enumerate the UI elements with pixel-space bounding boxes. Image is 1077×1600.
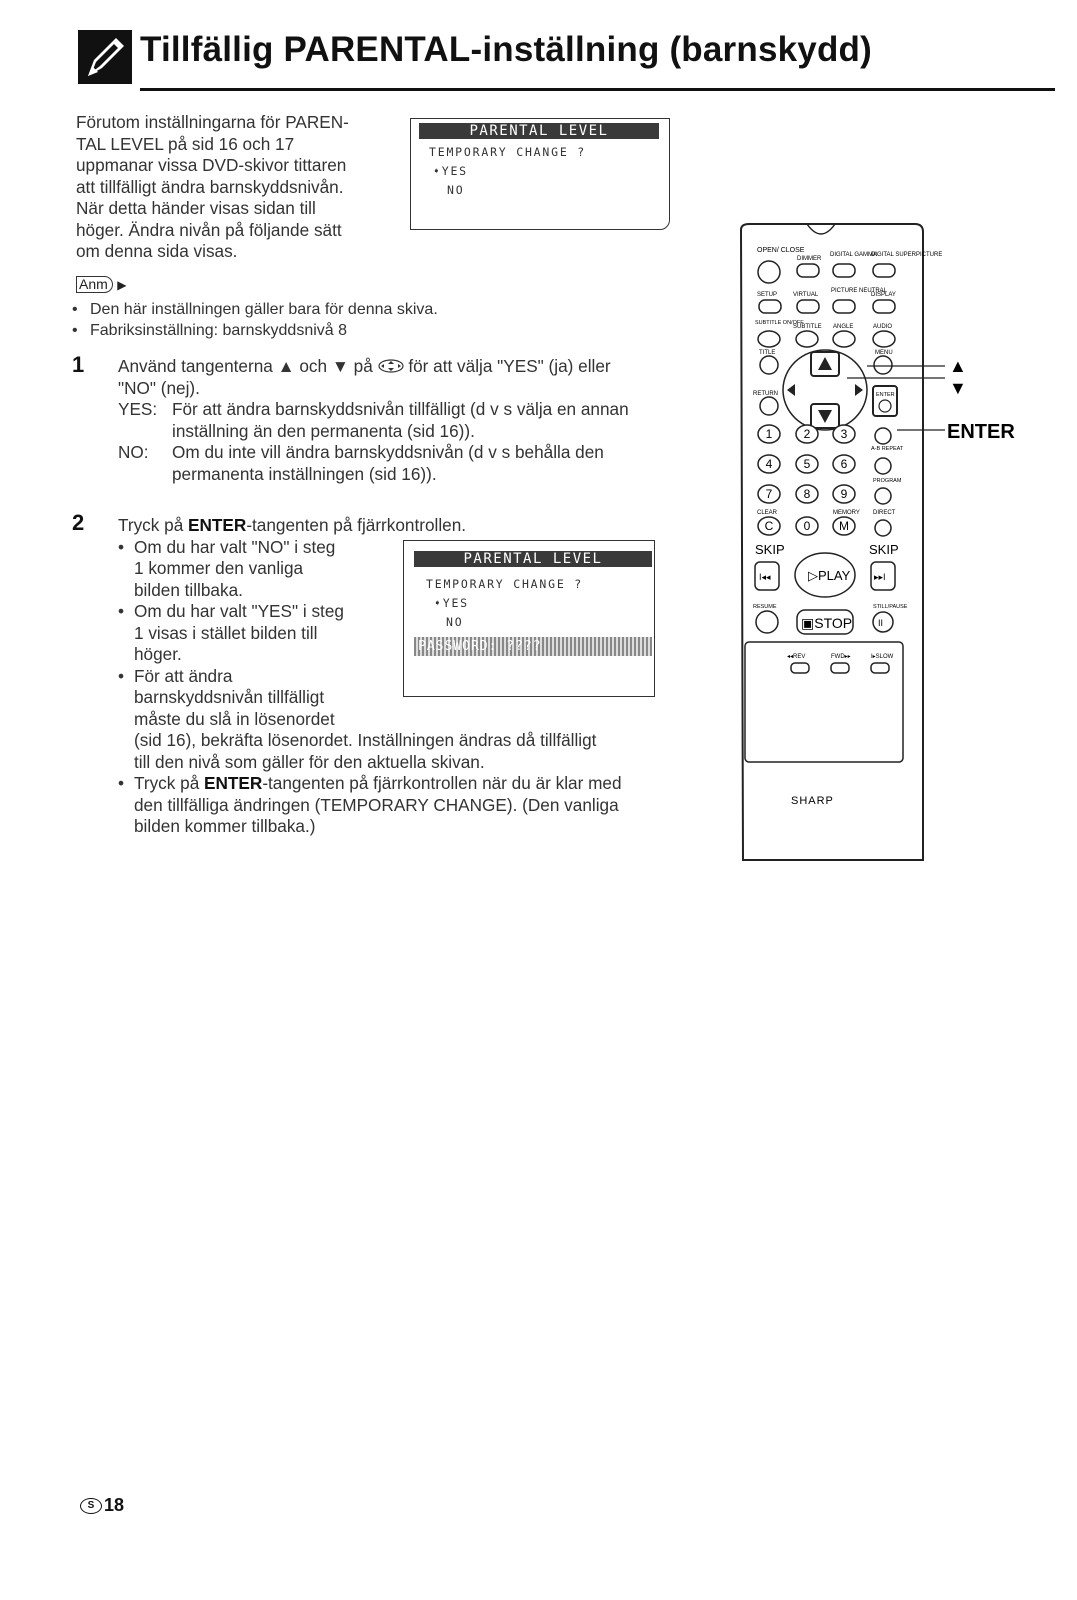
step-1-text: [118, 356, 688, 485]
language-code: S: [80, 1498, 102, 1514]
angle-label: ANGLE: [833, 324, 854, 330]
note-list: [72, 299, 438, 341]
pencil-icon: [78, 30, 132, 84]
note-text: Fabriksinställning: barnskyddsnivå 8: [90, 322, 348, 339]
osd-option-no: NO: [446, 615, 464, 629]
digit-label: 3: [840, 427, 848, 441]
open-close-button[interactable]: [758, 261, 780, 283]
slow-button[interactable]: [871, 663, 889, 673]
audio-button[interactable]: [873, 331, 895, 347]
page-number: [80, 1495, 124, 1516]
enter-dot-icon: [879, 400, 891, 412]
direct-button[interactable]: [875, 520, 891, 536]
step-number: 1: [72, 352, 85, 377]
picture-neutral-label: PICTURE NEUTRAL: [831, 288, 888, 294]
intro-line: om denna sida visas.: [76, 241, 238, 261]
text: 1 visas i stället bilden till: [134, 622, 318, 643]
osd-question: TEMPORARY CHANGE ?: [429, 145, 587, 159]
digit-label: M: [839, 519, 849, 533]
virtual-button[interactable]: [797, 300, 819, 313]
step-1-instruction: för att välja "YES" (ja) eller: [408, 356, 611, 376]
stop-label: ▣STOP: [801, 615, 853, 631]
osd-option-no: NO: [447, 183, 465, 197]
intro-paragraph: [76, 112, 406, 263]
skip-forward-icon: ▸▸I: [874, 572, 886, 582]
step-1-instruction: Använd tangenterna ▲ och ▼ på: [118, 356, 373, 376]
program-label: PROGRAM: [873, 478, 902, 484]
digit-label: 8: [803, 487, 811, 501]
skip-right-label: SKIP: [869, 542, 899, 557]
yes-key: YES:: [118, 399, 158, 419]
text: bilden tillbaka.: [134, 579, 243, 600]
skip-back-icon: I◂◂: [759, 572, 771, 582]
resume-button[interactable]: [756, 611, 778, 633]
program-button[interactable]: [875, 458, 891, 474]
no-key: NO:: [118, 442, 149, 462]
rev-button[interactable]: [791, 663, 809, 673]
ab-repeat-button[interactable]: [875, 428, 891, 444]
digital-gamma-label: DIGITAL GAMMA: [830, 252, 878, 258]
fwd-label: FWD▸▸: [831, 654, 851, 660]
digital-picture-label: DIGITAL SUPERPICTURE: [871, 252, 943, 258]
menu-button[interactable]: [874, 356, 892, 374]
osd-title-bar: PARENTAL LEVEL: [414, 551, 652, 567]
title-button[interactable]: [760, 356, 778, 374]
callout-up: ▲: [949, 356, 967, 376]
remote-control: [735, 220, 1035, 875]
digit-label: C: [764, 519, 774, 533]
lower-panel: [745, 642, 903, 762]
intro-line: När detta händer visas sidan till: [76, 198, 316, 218]
text: Tryck på: [134, 773, 205, 793]
digit-label: 6: [840, 457, 848, 471]
step-number: 2: [72, 510, 85, 535]
text: -tangenten på fjärrkontrollen när du är klar med den tillfälliga ändringen (TEMPORARY CHANGE). (Den vanliga bilden kommer tillbaka.): [134, 773, 622, 836]
osd-title-bar: PARENTAL LEVEL: [419, 123, 659, 139]
picture-neutral-button[interactable]: [833, 300, 855, 313]
title-label: TITLE: [759, 350, 776, 356]
osd-password-field: PASSWORD: ????: [414, 637, 652, 656]
intro-line: uppmanar vissa DVD-skivor tittaren: [76, 155, 347, 175]
text: höger.: [134, 644, 182, 664]
digit-label: 9: [840, 487, 848, 501]
text: måste du slå in lösenordet: [134, 708, 335, 729]
return-button[interactable]: [760, 397, 778, 415]
virtual-label: VIRTUAL: [793, 292, 819, 298]
digit-label: 4: [765, 457, 773, 471]
intro-line: höger. Ändra nivån på följande sätt: [76, 219, 342, 240]
slow-label: I▸SLOW: [871, 654, 894, 660]
subtitle-onoff-button[interactable]: [758, 331, 780, 347]
play-label: ▷PLAY: [808, 568, 851, 583]
skip-left-label: SKIP: [755, 542, 785, 557]
clear-label: CLEAR: [757, 510, 778, 516]
callout-down: ▼: [949, 378, 967, 398]
digit-label: 2: [803, 427, 811, 441]
text: Om du har valt "YES" i steg: [134, 601, 344, 621]
text: -tangenten på fjärrkontrollen.: [246, 515, 467, 535]
setup-button[interactable]: [759, 300, 781, 313]
dimmer-label: DIMMER: [797, 256, 822, 262]
osd-option-yes: ➧YES: [434, 596, 469, 610]
resume-label: RESUME: [753, 604, 777, 610]
cursor-pad-icon: [378, 359, 404, 373]
osd-screen-parental: [410, 118, 670, 230]
return-label: RETURN: [753, 391, 778, 397]
step-1-instruction: "NO" (nej).: [118, 377, 200, 398]
text: Tryck på: [118, 515, 189, 535]
text: 1 kommer den vanliga: [134, 558, 304, 578]
digit-label: 5: [803, 457, 811, 471]
callout-enter: ENTER: [947, 421, 1015, 443]
rev-label: ◂◂REV: [787, 654, 806, 660]
digital-gamma-button[interactable]: [833, 264, 855, 277]
note-label: [76, 276, 126, 294]
page-number-value: 18: [104, 1495, 125, 1515]
step-2-bullet: • Tryck på ENTER-tangenten på fjärrkontrollen när du är klar med den tillfälliga ändringen (TEMPORARY CHANGE). (Den vanliga bilden kommer tillbaka.): [118, 773, 622, 836]
digit-label: 1: [765, 427, 773, 441]
note-item: • Fabriksinställning: barnskyddsnivå 8: [72, 322, 348, 339]
subtitle-label: SUBTITLE: [793, 324, 822, 330]
osd-question: TEMPORARY CHANGE ?: [426, 577, 584, 591]
memory-label: MEMORY: [833, 510, 860, 516]
digit-label: 0: [803, 519, 811, 533]
step-2-bullet: • Om du har valt "YES" i steg 1 visas i stället bilden till höger.: [118, 601, 344, 664]
text: (sid 16), bekräfta lösenordet. Inställningen ändras då tillfälligt: [134, 730, 597, 750]
enter-bold: ENTER: [204, 773, 263, 793]
intro-line: att tillfälligt ändra barnskyddsnivån.: [76, 176, 344, 197]
note-text: Den här inställningen gäller bara för denna skiva.: [90, 301, 438, 318]
yes-definition: [118, 399, 688, 442]
yes-text: För att ändra barnskyddsnivån tillfälligt (d v s välja en annan inställning än den permanenta (sid 16)).: [172, 399, 629, 441]
fwd-button[interactable]: [831, 663, 849, 673]
text: till den nivå som gäller för den aktuella skivan.: [134, 751, 485, 772]
dimmer-button[interactable]: [797, 264, 819, 277]
intro-line: Förutom inställningarna för PAREN-: [76, 112, 349, 132]
step-2-bullet: • Om du har valt "NO" i steg 1 kommer den vanliga bilden tillbaka.: [118, 536, 336, 600]
text: barnskyddsnivån tillfälligt: [134, 687, 325, 707]
still-pause-label: STILL/PAUSE: [873, 604, 908, 610]
digital-picture-button[interactable]: [873, 264, 895, 277]
subtitle-onoff-label: SUBTITLE ON/OFF: [755, 320, 804, 326]
subtitle-button[interactable]: [796, 331, 818, 347]
page-title: Tillfällig PARENTAL-inställning (barnskydd): [140, 30, 872, 69]
display-button[interactable]: [873, 300, 895, 313]
osd-screen-password: [403, 540, 655, 697]
menu-label: MENU: [875, 350, 893, 356]
ab-repeat-label: A-B REPEAT: [871, 446, 904, 452]
display-label: DISPLAY: [871, 292, 896, 298]
note-tag: Anm: [76, 276, 113, 293]
angle-button[interactable]: [833, 331, 855, 347]
note-item: • Den här inställningen gäller bara för denna skiva.: [72, 301, 438, 318]
blank-button[interactable]: [875, 488, 891, 504]
step-2-intro: [118, 515, 698, 537]
enter-key-label: ENTER: [876, 392, 895, 398]
text: För att ändra: [134, 665, 233, 686]
open-close-label: OPEN/ CLOSE: [757, 247, 805, 254]
digit-label: 7: [765, 487, 773, 501]
no-text: Om du inte vill ändra barnskyddsnivån (d v s behålla den permanenta inställningen (sid 16)).: [172, 442, 604, 484]
title-rule: [140, 88, 1055, 91]
direct-label: DIRECT: [873, 510, 896, 516]
osd-option-yes: ➧YES: [433, 164, 468, 178]
text: Om du har valt "NO" i steg: [134, 536, 336, 557]
audio-label: AUDIO: [873, 324, 893, 330]
pause-icon: II: [878, 618, 884, 628]
no-definition: [118, 442, 688, 485]
enter-bold: ENTER: [188, 515, 247, 535]
step-2-bullet: • För att ändra barnskyddsnivån tillfälligt måste du slå in lösenordet (sid 16), bekräfta lösenordet. Inställningen ändras då tillfälligt till den nivå som gäller för den aktuella skivan.: [118, 665, 597, 772]
setup-label: SETUP: [757, 292, 778, 298]
brand-logo: SHARP: [791, 795, 834, 807]
arrow-right-icon: ▶: [117, 278, 127, 292]
intro-line: TAL LEVEL på sid 16 och 17: [76, 133, 295, 154]
